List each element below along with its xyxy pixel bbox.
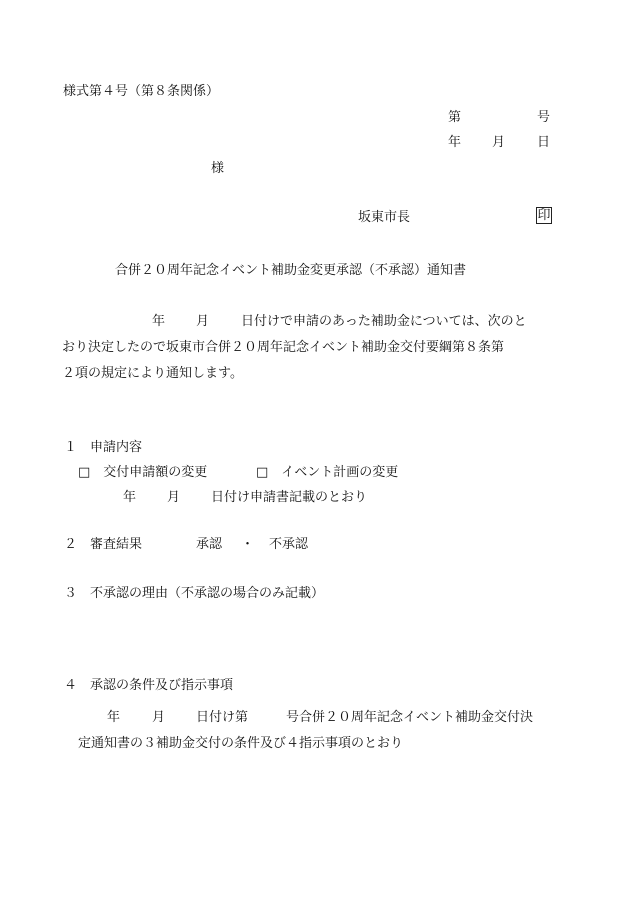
result-approve: 承認 [196,537,223,552]
intro-line2: おり決定したので坂東市合併２０周年記念イベント補助金交付要綱第８条第 [62,340,505,355]
doc-number-prefix: 第 [448,110,462,125]
date-year-label: 年 [448,135,462,150]
document-title: 合併２０周年記念イベント補助金変更承認（不承認）通知書 [115,263,467,278]
intro-line3: ２項の規定により通知します。 [62,366,243,381]
section1-date-rest: 日付け申請書記載のとおり [211,490,368,505]
addressee-suffix: 様 [211,161,225,176]
seal-stamp: 印 [537,208,551,223]
checkbox-plan-change[interactable]: □ イベント計画の変更 [256,465,399,480]
section2-heading: ２ 審査結果 [64,537,143,552]
date-month-label: 月 [492,135,506,150]
section4-line1: 号合併２０周年記念イベント補助金交付決 [286,710,534,725]
issuer-name: 坂東市長 [358,210,411,225]
section4-heading: ４ 承認の条件及び指示事項 [64,678,234,693]
section4-year: 年 [107,710,121,725]
checkbox-amount-change[interactable]: □ 交付申請額の変更 [78,465,208,480]
section1-date-month: 月 [167,490,181,505]
section1-heading: １ 申請内容 [64,440,143,455]
section4-line2: 定通知書の３補助金交付の条件及び４指示事項のとおり [78,736,404,751]
result-reject: 不承認 [269,537,309,552]
date-day-label: 日 [537,135,551,150]
section4-month: 月 [152,710,166,725]
result-separator: ・ [241,537,255,552]
section4-day-part: 日付け第 [196,710,249,725]
intro-line1: 日付けで申請のあった補助金については、次のと [241,314,527,329]
section1-date-year: 年 [123,490,137,505]
doc-number-suffix: 号 [537,110,551,125]
section3-heading: ３ 不承認の理由（不承認の場合のみ記載） [64,586,325,601]
intro-year: 年 [152,314,166,329]
intro-month: 月 [196,314,210,329]
form-header: 様式第４号（第８条関係） [63,84,220,99]
